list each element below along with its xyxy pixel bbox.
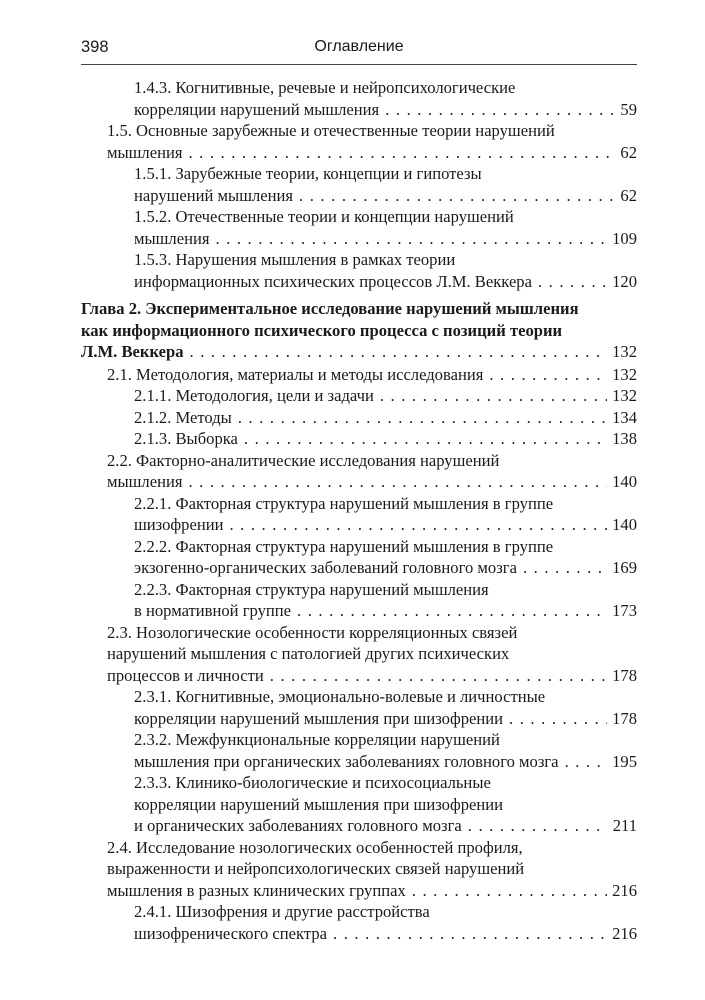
toc-entry [81,163,637,206]
dot-leader [244,428,607,450]
toc-entry-line [134,708,637,730]
toc-page-number: 62 [620,142,637,162]
toc-entry [81,901,637,944]
toc-entry [81,837,637,902]
toc-entry-text: 1.5.3. Нарушения мышления в рамках теории [134,250,456,269]
toc-entry-line [134,579,637,601]
toc-page-number: 59 [620,99,637,119]
dot-leader [270,665,607,687]
toc-page-number: 195 [612,751,637,771]
toc-entry-text: шизофрении [134,515,224,534]
toc-page-number: 132 [612,342,637,361]
toc-entry-text: мышления [107,472,183,491]
toc-page-number: 134 [612,407,637,427]
toc-entry-line [134,772,637,794]
toc-entry-line [134,99,637,121]
toc-entry [81,579,637,622]
toc-entry-text: 2.3.3. Клинико-биологические и психосоциальные [134,773,491,792]
toc-entry [81,450,637,493]
toc-entry-line [134,815,637,837]
dot-leader [509,708,607,730]
toc-entry-line [134,536,637,558]
toc-entry-line [81,298,637,320]
toc-entry-text: и органических заболеваниях головного мозга [134,816,462,835]
dot-leader [229,514,607,536]
toc-entry-text: 2.4. Исследование нозологических особенностей профиля, [107,837,523,857]
toc-entry-line [134,428,637,450]
toc-page-number: 211 [612,816,637,835]
toc-entry [81,385,637,407]
page-number: 398 [81,38,109,56]
toc-entry [81,120,637,163]
toc-entry-line [134,206,637,228]
dot-leader [188,142,615,164]
dot-leader [412,880,607,902]
toc-entry-line [134,751,637,773]
toc-entry-line [134,163,637,185]
toc-entry-text: 2.1.3. Выборка [134,429,238,448]
toc-entry [81,77,637,120]
toc-entry-text: нарушений мышления [134,185,294,205]
toc-chapter-entry [81,298,637,363]
dot-leader [188,471,607,493]
toc-page-number: 140 [612,472,637,491]
toc-entry-text: 2.3.1. Когнитивные, эмоционально-волевые и личностные [134,687,546,706]
toc-entry-text: Глава 2. Экспериментальное исследование нарушений мышления [81,299,579,318]
toc-entry [81,249,637,292]
toc-entry-line [107,643,637,665]
toc-entry-text: мышления при органических заболеваниях головного мозга [134,751,559,771]
toc-entry-text: 1.4.3. Когнитивные, речевые и нейропсихологические [134,78,516,97]
toc-entry [81,686,637,729]
toc-entry-text: 2.2.1. Факторная структура нарушений мышления в группе [134,493,554,513]
dot-leader [333,923,607,945]
toc-entry [81,536,637,579]
toc-entry-text: корреляции нарушений мышления [134,99,380,119]
toc-entry-line [134,385,637,407]
toc-entry-text: 1.5.1. Зарубежные теории, концепции и гипотезы [134,164,482,183]
toc-entry-line [107,450,637,472]
toc-entry-line [134,77,637,99]
dot-leader [297,600,607,622]
toc-entry [81,729,637,772]
toc-entry-line [107,837,637,859]
toc-entry-text: в нормативной группе [134,601,292,620]
toc-entry [81,206,637,249]
toc-entry-text: 2.1.1. Методология, цели и задачи [134,386,374,405]
toc-entry-text: 1.5.2. Отечественные теории и концепции нарушений [134,207,514,226]
toc-entry-text: 1.5. Основные зарубежные и отечественные теории нарушений [107,121,555,140]
toc-entry-text: 2.3.2. Межфункциональные корреляции нарушений [134,730,500,749]
toc-entry-line [107,880,637,902]
toc-entry-line [134,729,637,751]
toc-entry-text: нарушений мышления с патологией других психических [107,644,510,663]
toc-entry-line [134,686,637,708]
toc-entry-line [134,249,637,271]
toc-page-number: 216 [612,923,637,943]
dot-leader [538,271,607,293]
dot-leader [190,341,608,363]
toc-entry-line [107,622,637,644]
toc-page-number: 62 [620,185,637,205]
toc-entry-text: 2.2.2. Факторная структура нарушений мышления в группе [134,536,554,556]
toc-page-number: 120 [612,271,637,291]
toc-entry-text: экзогенно-органических заболеваний головного мозга [134,558,517,577]
toc-entry-line [107,142,637,164]
toc-page-number: 178 [612,665,637,685]
toc-entry [81,428,637,450]
toc-entry-text: выраженности и нейропсихологических связей нарушений [107,859,525,878]
toc-entry-line [134,493,637,515]
dot-leader [489,364,607,386]
toc-entry-line [134,514,637,536]
toc-entry-text: корреляции нарушений мышления при шизофрении [134,794,504,814]
toc-entry-line [107,665,637,687]
running-title: Оглавление [314,38,404,55]
toc-entry-text: шизофренического спектра [134,923,327,943]
toc-page-number: 109 [612,228,637,248]
toc-entry-text: как информационного психического процесса с позиций теории [81,320,563,340]
toc-page-number: 216 [612,880,637,900]
toc-entry-line [134,923,637,945]
dot-leader [468,815,608,837]
toc-entry-line [134,794,637,816]
toc-entry-line [107,858,637,880]
toc-entry-text: мышления в разных клинических группах [107,880,406,900]
toc-entry [81,622,637,687]
toc-page-number: 138 [612,429,637,448]
dot-leader [385,99,615,121]
toc-entry-text: процессов и личности [107,665,264,685]
toc-page-number: 140 [612,515,637,534]
toc-page-number: 132 [612,386,637,405]
toc-entry-text: 2.2.3. Факторная структура нарушений мышления [134,579,489,599]
table-of-contents [81,77,637,944]
toc-entry-text: 2.3. Нозологические особенности корреляционных связей [107,622,518,642]
dot-leader [565,751,608,773]
toc-page-number: 132 [612,364,637,384]
toc-entry-line [81,320,637,342]
toc-entry-line [134,557,637,579]
toc-entry-line [107,120,637,142]
toc-entry [81,493,637,536]
toc-entry-line [107,471,637,493]
toc-entry-line [134,901,637,923]
toc-page-number: 178 [612,708,637,728]
toc-entry-text: Л.М. Веккера [81,342,184,361]
toc-entry-text: мышления [107,142,183,162]
toc-entry-line [134,600,637,622]
toc-entry [81,772,637,837]
toc-entry-line [134,407,637,429]
toc-entry-line [81,341,637,363]
toc-entry [81,364,637,386]
dot-leader [299,185,615,207]
toc-entry-text: 2.1.2. Методы [134,407,232,427]
toc-entry-text: 2.2. Факторно-аналитические исследования нарушений [107,450,500,470]
dot-leader [215,228,607,250]
toc-entry [81,407,637,429]
toc-entry-line [134,271,637,293]
toc-entry-text: корреляции нарушений мышления при шизофрении [134,708,504,728]
toc-entry-line [134,228,637,250]
toc-entry-line [107,364,637,386]
dot-leader [523,557,607,579]
toc-entry-text: 2.4.1. Шизофрения и другие расстройства [134,902,430,921]
toc-entry-text: информационных психических процессов Л.М. Веккера [134,271,532,291]
toc-entry-text: 2.1. Методология, материалы и методы исследования [107,364,484,384]
running-header [81,38,637,62]
toc-entry-text: мышления [134,228,210,248]
toc-entry-line [134,185,637,207]
dot-leader [238,407,607,429]
toc-page-number: 169 [612,558,637,577]
dot-leader [380,385,607,407]
toc-page-number: 173 [612,601,637,620]
header-divider [81,64,637,65]
